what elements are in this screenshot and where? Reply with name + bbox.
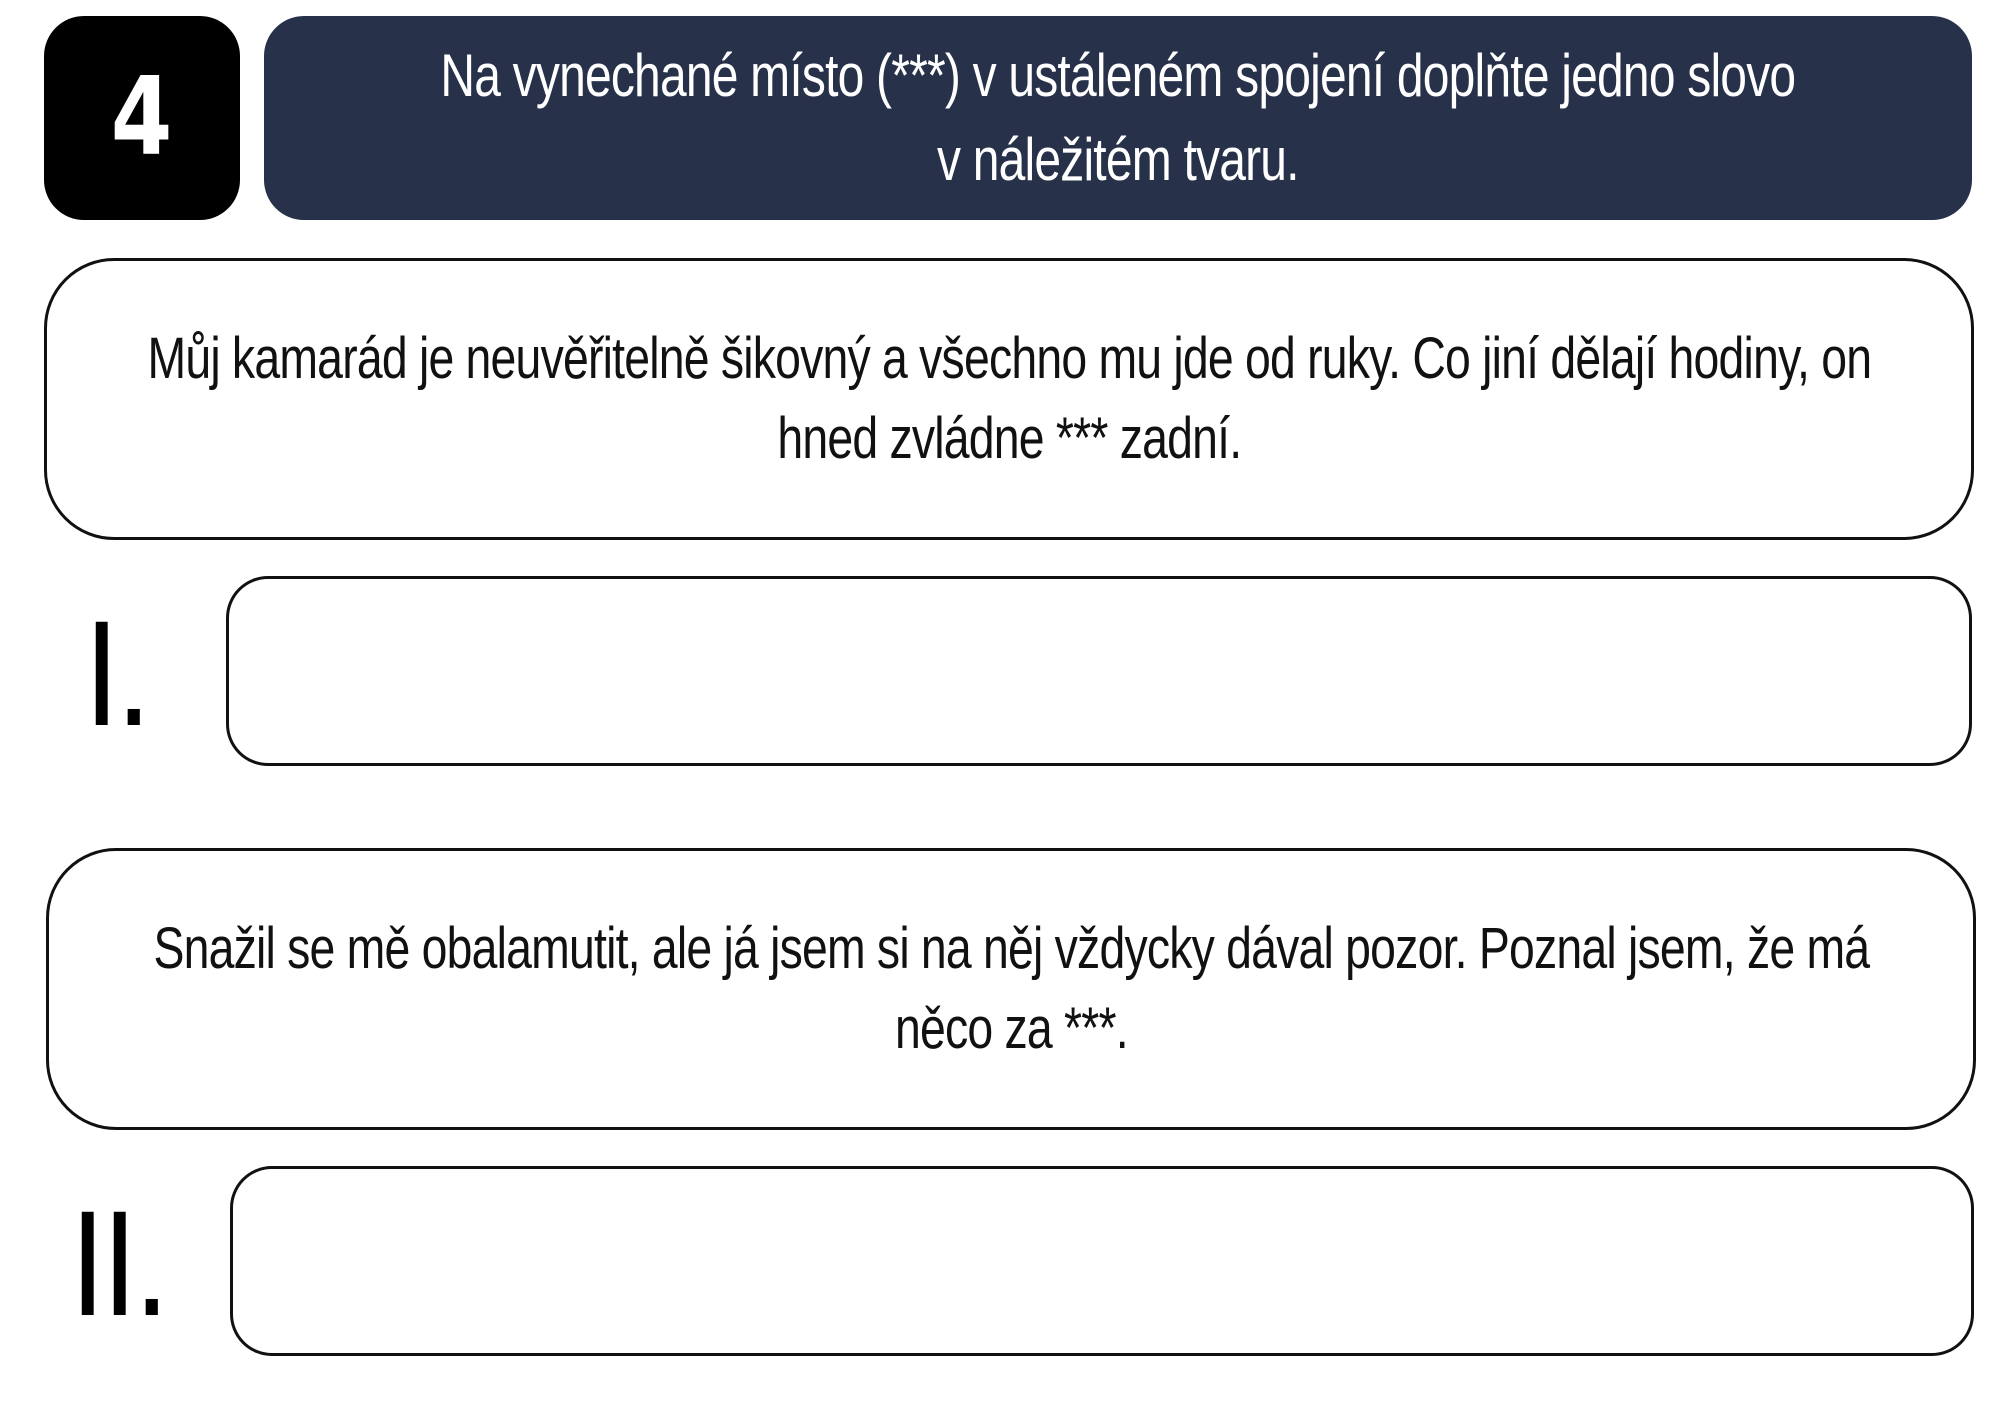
sentence-2-line-1: Snažil se mě obalamutit, ale já jsem si na něj vždycky dával pozor. Poznal jsem, že má <box>153 916 1869 981</box>
instruction-line-2: v náležitém tvaru. <box>937 126 1299 193</box>
sentence-2-line-2: něco za ***. <box>894 996 1128 1061</box>
answer-field-1[interactable] <box>226 576 1972 766</box>
sentence-text-1 <box>147 319 1871 479</box>
sentence-box-1 <box>44 258 1974 540</box>
item-label-1: I. <box>84 589 149 757</box>
instruction-banner <box>264 16 1972 220</box>
instruction-text <box>441 34 1796 202</box>
sentence-1-line-2: hned zvládne *** zadní. <box>777 406 1242 471</box>
instruction-line-1: Na vynechané místo (***) v ustáleném spojení doplňte jedno slovo <box>440 42 1796 109</box>
sentence-box-2 <box>46 848 1976 1130</box>
answer-field-2[interactable] <box>230 1166 1974 1356</box>
task-number: 4 <box>111 55 173 180</box>
item-label-2: II. <box>70 1179 167 1347</box>
sentence-1-line-1: Můj kamarád je neuvěřitelně šikovný a všechno mu jde od ruky. Co jiní dělají hodiny, on <box>147 326 1871 391</box>
task-number-badge <box>44 16 240 220</box>
sentence-text-2 <box>153 909 1869 1069</box>
